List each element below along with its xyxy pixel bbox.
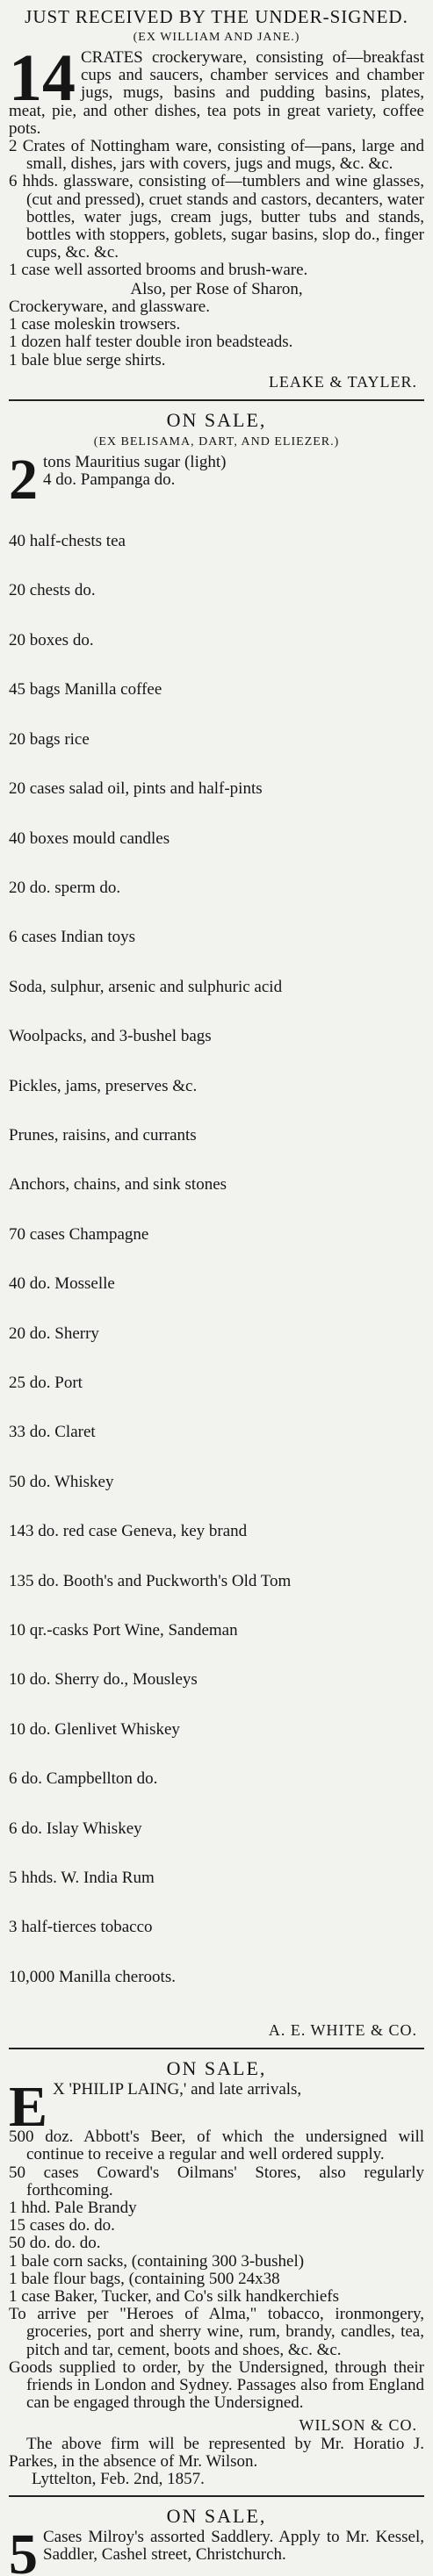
list-item: 50 do. do. do. xyxy=(9,2234,101,2253)
list-item: 10 do. Sherry do., Mousleys xyxy=(9,1670,198,1690)
signature: LEAKE & TAYLER. xyxy=(268,373,417,391)
list-item: 1 dozen half tester double iron beadsteads. xyxy=(9,333,293,352)
list-item: Pickles, jams, preserves &c. xyxy=(9,1076,198,1095)
list-item: 33 do. Claret xyxy=(9,1423,96,1442)
list-item: Crockeryware, and glassware. xyxy=(9,297,210,316)
list-item: 20 boxes do. xyxy=(9,630,94,649)
list-item: 1 case well assorted brooms and brush-ware. xyxy=(9,261,308,280)
list-item: 40 do. Mosselle xyxy=(9,1274,115,1294)
list-item: 10 do. Glenlivet Whiskey xyxy=(9,1719,180,1739)
list-item: 45 bags Manilla coffee xyxy=(9,680,162,700)
signature: A. E. WHITE & CO. xyxy=(268,2021,417,2040)
list-item: 15 cases do. do. xyxy=(9,2216,115,2235)
list-item: Prunes, raisins, and currants xyxy=(9,1125,197,1144)
list-item: 1 case moleskin trowsers. xyxy=(9,314,181,334)
advertisement-saddlery xyxy=(9,2504,424,2576)
list-item: 500 doz. Abbott's Beer, of which the undersigned will continue to receive a regular and well ordered supply. xyxy=(9,2128,424,2164)
list-item: 25 do. Port xyxy=(9,1373,83,1392)
notice-text: The above firm will be represented by Mr. Horatio J. Parkes, in the absence of Mr. Wilson. xyxy=(9,2434,424,2471)
list-item: 20 chests do. xyxy=(9,581,96,600)
list-item: Soda, sulphur, arsenic and sulphuric acid xyxy=(9,977,283,996)
item-list xyxy=(9,316,424,370)
list-item: 10,000 Manilla cheroots. xyxy=(9,1967,176,1986)
list-item: 1 case Baker, Tucker, and Co's silk handkerchiefs xyxy=(9,2287,340,2307)
dateline: Lyttelton, Feb. 2nd, 1857. xyxy=(32,2469,205,2488)
drop-paragraph xyxy=(9,49,424,138)
list-item: 20 bags rice xyxy=(9,729,90,749)
advertisement-wilson xyxy=(9,2056,424,2488)
list-item: 1 bale corn sacks, (containing 300 3-bushel) xyxy=(9,2251,305,2271)
list-item: 20 do. sperm do. xyxy=(9,878,121,897)
list-item: 20 cases salad oil, pints and half-pints xyxy=(9,779,263,799)
list-item: Goods supplied to order, by the Undersigned, through their friends in London and Sydney. Passages also from England can be engaged through the Undersigned. xyxy=(9,2357,424,2413)
drop-number: 2 xyxy=(9,454,38,502)
advertisement-leake-tayler xyxy=(9,5,424,392)
list-item: 143 do. red case Geneva, key brand xyxy=(9,1522,248,1541)
item-list xyxy=(9,501,424,2018)
list-item: 50 do. Whiskey xyxy=(9,1472,114,1491)
advertisement-white xyxy=(9,408,424,2041)
also-line: Also, per Rose of Sharon, xyxy=(130,279,303,298)
list-item: 6 do. Campbellton do. xyxy=(9,1769,158,1789)
drop-paragraph xyxy=(9,2081,424,2128)
list-item: 3 half-tierces tobacco xyxy=(9,1918,153,1937)
list-item: 2 Crates of Nottingham ware, consisting of—pans, large and small, dishes, jars with covers, jugs and mugs, &c. &c. xyxy=(9,137,424,174)
list-item: 6 cases Indian toys xyxy=(9,928,136,947)
list-item: tons Mauritius sugar (light) xyxy=(43,454,227,472)
list-item: 6 hhds. glassware, consisting of—tumblers and wine glasses, (cut and pressed), cruet stands and castors, decanters, water bottles, water jugs, cream jugs, butter tubs and stands, bottles with stoppers, goblets, sugar basins, slop do., finger cups, &c. &c. xyxy=(9,172,424,262)
list-item: 40 half-chests tea xyxy=(9,532,126,551)
list-item: 1 bale flour bags, (containing 500 24x38 xyxy=(9,2269,280,2288)
ad-headline: JUST RECEIVED BY THE UNDER-SIGNED. xyxy=(25,6,408,27)
list-item: To arrive per "Heroes of Alma," tobacco, ironmongery, groceries, port and sherry wine, rum, brandy, candles, tea, pitch and tar, cement, boots and shoes, &c. &c. xyxy=(9,2305,424,2359)
ad-title: ON SALE, xyxy=(166,2057,267,2080)
drop-paragraph xyxy=(9,454,424,501)
ad-title: ON SALE, xyxy=(166,409,267,432)
divider xyxy=(9,2048,424,2049)
list-item: 1 hhd. Pale Brandy xyxy=(9,2199,137,2218)
list-item: 10 qr.-casks Port Wine, Sandeman xyxy=(9,1621,238,1640)
ad-subheading: (EX WILLIAM AND JANE.) xyxy=(133,31,300,44)
list-item: 50 cases Coward's Oilmans' Stores, also regularly forthcoming. xyxy=(9,2163,424,2199)
list-item: 1 bale blue serge shirts. xyxy=(9,350,166,370)
list-item: 135 do. Booth's and Puckworth's Old Tom xyxy=(9,1571,292,1590)
ad-subheading: (EX BELISAMA, DART, AND ELIEZER.) xyxy=(93,435,340,449)
signature: WILSON & CO. xyxy=(299,2415,417,2434)
drop-number: 5 xyxy=(9,2529,38,2576)
list-item: 5 hhds. W. India Rum xyxy=(9,1869,155,1888)
list-item: 70 cases Champagne xyxy=(9,1224,149,1244)
drop-paragraph xyxy=(9,2529,424,2576)
list-item: Anchors, chains, and sink stones xyxy=(9,1175,227,1195)
divider xyxy=(9,399,424,401)
list-item: 40 boxes mould candles xyxy=(9,829,170,848)
list-item: 4 do. Pampanga do. xyxy=(43,470,176,490)
drop-number: 14 xyxy=(9,49,76,115)
item-text: CRATES crockeryware, consisting of—breakfast cups and saucers, chamber services and chamber jugs, mugs, basins and pudding basins, plates, meat, pie, and other dishes, tea pots in great variety, coffee pots. xyxy=(9,49,424,138)
item-text: X 'PHILIP LAING,' and late arrivals, xyxy=(53,2081,302,2099)
drop-letter: E xyxy=(9,2081,48,2129)
divider xyxy=(9,2495,424,2497)
item-text: Cases Milroy's assorted Saddlery. Apply to Mr. Kessel, Saddler, Cashel street, Christchurch. xyxy=(43,2529,424,2565)
list-item: 6 do. Islay Whiskey xyxy=(9,1819,142,1838)
list-item: Woolpacks, and 3-bushel bags xyxy=(9,1027,212,1046)
list-item: 20 do. Sherry xyxy=(9,1324,99,1343)
ad-title: ON SALE, xyxy=(166,2505,267,2528)
